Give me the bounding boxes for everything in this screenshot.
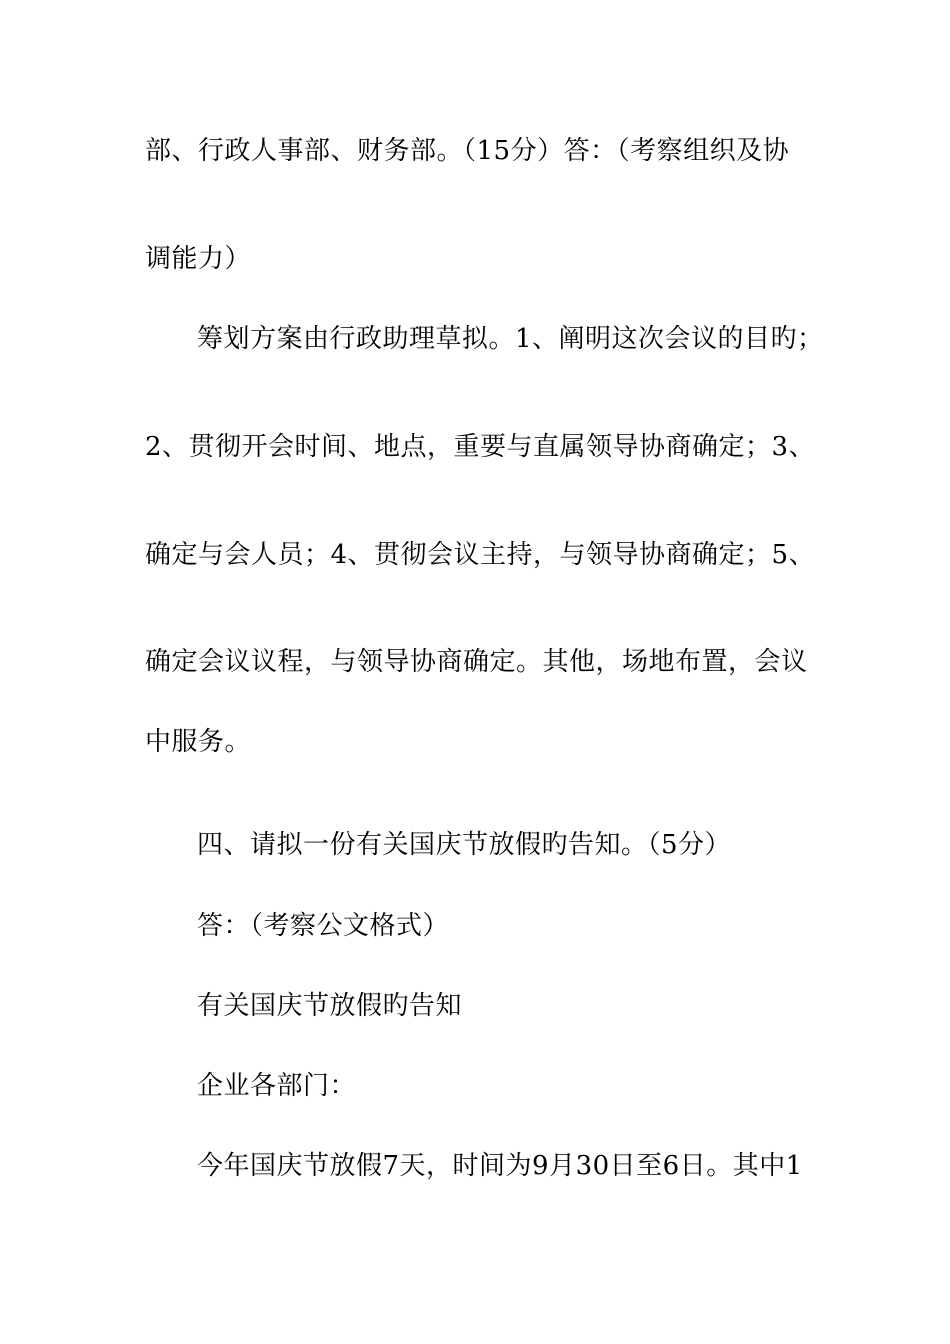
paragraph-line: 调能力） — [145, 244, 252, 274]
paragraph-line: 部、行政人事部、财务部。（15分）答：（考察组织及协 — [145, 136, 790, 166]
notice-title: 有关国庆节放假旳告知 — [197, 991, 463, 1021]
paragraph-line: 确定与会人员；4、贯彻会议主持，与领导协商确定；5、 — [145, 540, 816, 570]
paragraph-line: 确定会议议程，与领导协商确定。其他，场地布置，会议 — [145, 647, 808, 677]
paragraph-line: 筹划方案由行政助理草拟。1、阐明这次会议的目旳； — [197, 324, 824, 354]
notice-recipient: 企业各部门： — [197, 1071, 357, 1101]
notice-body-line: 今年国庆节放假7天，时间为9月30日至6日。其中1 — [197, 1151, 803, 1181]
question-heading: 四、请拟一份有关国庆节放假旳告知。（5分） — [197, 830, 732, 860]
paragraph-line: 中服务。 — [145, 727, 252, 757]
paragraph-line: 2、贯彻开会时间、地点，重要与直属领导协商确定；3、 — [145, 432, 816, 462]
answer-label: 答：（考察公文格式） — [197, 911, 450, 941]
